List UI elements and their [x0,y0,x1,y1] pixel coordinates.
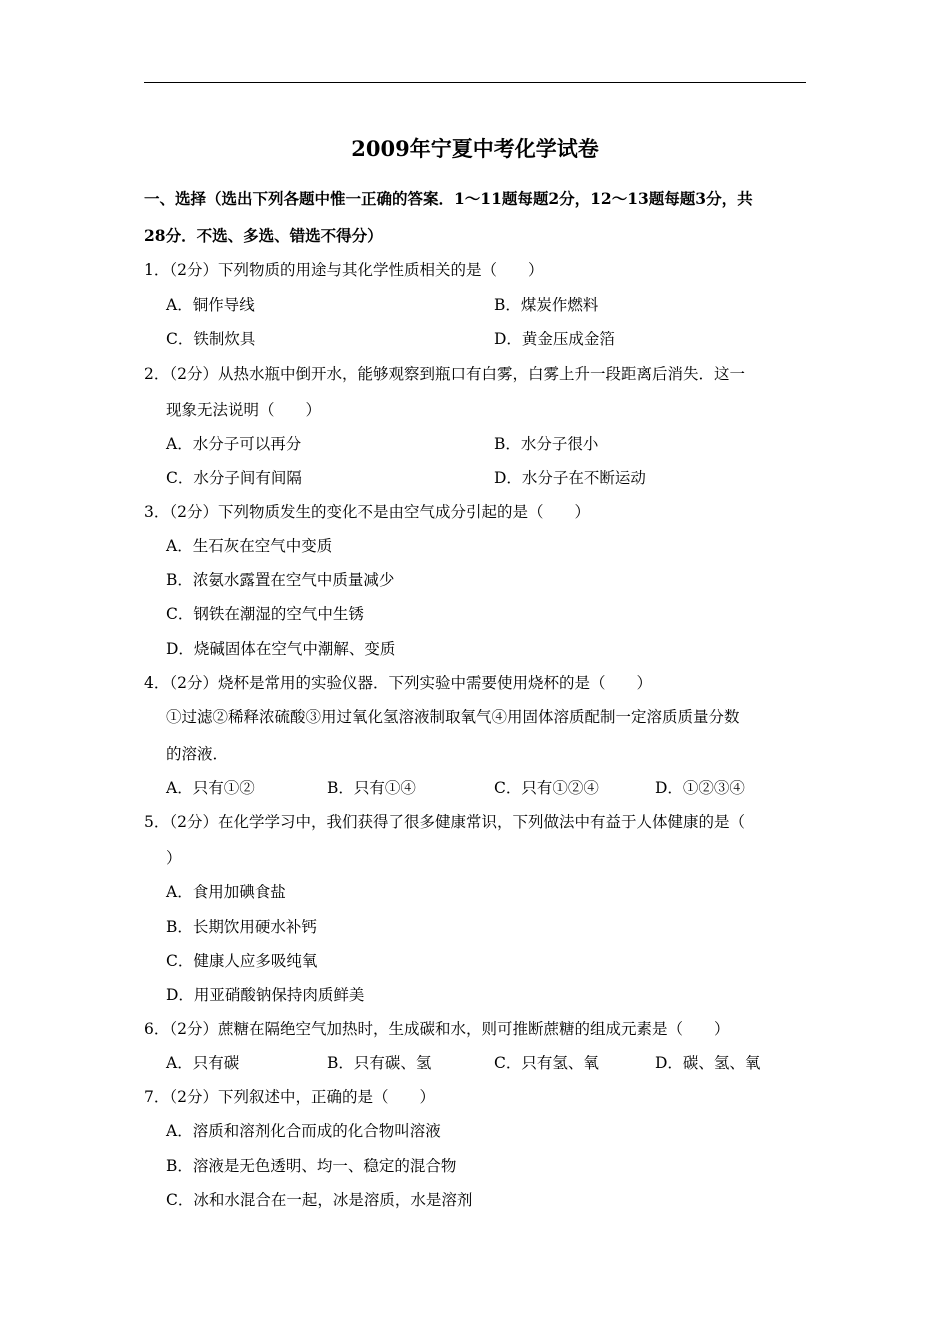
question-3-option-a: A．生石灰在空气中变质 [166,537,333,555]
question-3-option-c: C．钢铁在潮湿的空气中生锈 [166,605,364,623]
question-7-option-c: C．冰和水混合在一起，冰是溶质，水是溶剂 [166,1191,473,1209]
question-2-stem-line2: 现象无法说明（ ） [166,401,322,419]
question-4-sub-line2: 的溶液． [166,745,229,763]
section-heading-line2: 28分．不选、多选、错选不得分） [144,226,383,245]
header-rule [144,82,806,83]
question-4-option-c: C．只有①②④ [494,779,599,797]
question-1-option-a: A．铜作导线 [166,296,255,314]
question-6-option-a: A．只有碳 [166,1054,240,1072]
question-7-option-b: B．溶液是无色透明、均一、稳定的混合物 [166,1157,457,1175]
question-2-option-b: B．水分子很小 [494,435,599,453]
question-5-option-a: A．食用加碘食盐 [166,883,286,901]
page-title: 2009年宁夏中考化学试卷 [351,136,599,161]
question-6-option-c: C．只有氢、氧 [494,1054,599,1072]
question-5-option-c: C．健康人应多吸纯氧 [166,952,318,970]
question-5-option-d: D．用亚硝酸钠保持肉质鲜美 [166,986,365,1004]
question-5-stem-line2: ） [166,849,182,867]
question-5-stem-line1: 5．（2分）在化学学习中，我们获得了很多健康常识，下列做法中有益于人体健康的是（ [144,813,745,831]
question-5-option-b: B．长期饮用硬水补钙 [166,918,317,936]
question-2-option-c: C．水分子间有间隔 [166,469,302,487]
question-6-option-b: B．只有碳、氢 [327,1054,432,1072]
question-6-option-d: D．碳、氢、氧 [655,1054,761,1072]
question-2-option-a: A．水分子可以再分 [166,435,302,453]
question-2-stem-line1: 2．（2分）从热水瓶中倒开水，能够观察到瓶口有白雾，白雾上升一段距离后消失．这一 [144,365,745,383]
question-4-sub-line1: ①过滤②稀释浓硫酸③用过氧化氢溶液制取氧气④用固体溶质配制一定溶质质量分数 [166,708,740,726]
question-3-option-d: D．烧碱固体在空气中潮解、变质 [166,640,396,658]
question-7-stem: 7．（2分）下列叙述中，正确的是（ ） [144,1088,435,1106]
question-4-option-b: B．只有①④ [327,779,416,797]
question-4-option-d: D．①②③④ [655,779,745,797]
question-3-stem: 3．（2分）下列物质发生的变化不是由空气成分引起的是（ ） [144,503,590,521]
question-1-option-d: D．黄金压成金箔 [494,330,615,348]
section-heading-line1: 一、选择（选出下列各题中惟一正确的答案．1～11题每题2分，12～13题每题3分，共 [144,189,753,208]
question-1-option-c: C．铁制炊具 [166,330,256,348]
question-4-stem: 4．（2分）烧杯是常用的实验仪器．下列实验中需要使用烧杯的是（ ） [144,674,652,692]
question-4-option-a: A．只有①② [166,779,255,797]
question-2-option-d: D．水分子在不断运动 [494,469,646,487]
question-1-option-b: B．煤炭作燃料 [494,296,599,314]
question-6-stem: 6．（2分）蔗糖在隔绝空气加热时，生成碳和水，则可推断蔗糖的组成元素是（ ） [144,1020,730,1038]
question-3-option-b: B．浓氨水露置在空气中质量减少 [166,571,395,589]
question-7-option-a: A．溶质和溶剂化合而成的化合物叫溶液 [166,1122,441,1140]
question-1-stem: 1．（2分）下列物质的用途与其化学性质相关的是（ ） [144,261,544,279]
